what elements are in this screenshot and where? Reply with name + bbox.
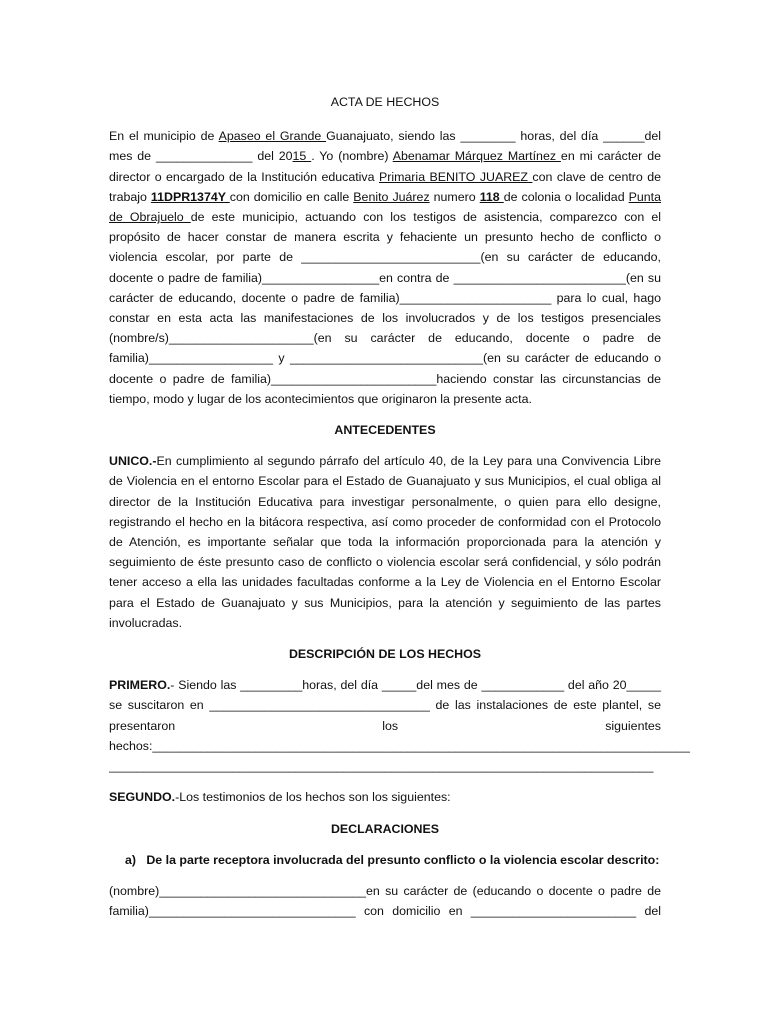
segundo-text: -Los testimonios de los hechos son los siguientes: <box>175 790 451 805</box>
unico-paragraph <box>109 451 661 633</box>
antecedentes-heading: ANTECEDENTES <box>334 423 436 438</box>
numero-value: 118 <box>479 189 504 204</box>
intro-paragraph <box>109 126 661 409</box>
list-item-a-text: De la parte receptora involucrada del presunto conflicto o la violencia escolar descrito: <box>146 852 660 867</box>
intro-text-5: con clave de centro de trabajo <box>109 169 661 204</box>
year-digits-value: 15 <box>292 149 312 164</box>
document-body <box>109 92 690 932</box>
list-item-a-marker: a) <box>125 852 137 867</box>
primero-paragraph <box>109 675 690 756</box>
nombre-value: Abenamar Márquez Martínez <box>392 149 561 164</box>
localidad-value: Punta de Obrajuelo <box>109 189 661 225</box>
intro-text-7: numero <box>429 189 480 204</box>
intro-text-8: de colonia o localidad <box>503 189 629 204</box>
list-item-a <box>109 850 661 870</box>
final-paragraph: (nombre)______________________________en su carácter de (educando o docente o padre de familia)______________________________ con domicilio en ________________________ del <box>109 883 661 919</box>
segundo-label: SEGUNDO. <box>109 790 176 805</box>
intro-text-9: de este municipio, actuando con los testigos de asistencia, comparezco con el propósito de hacer constar de manera escrita y fehaciente un presunto hecho de conflicto o violencia escolar, por parte de __________________________(en su carácter de educando, docente o padre de familia)_________________en contra de _________________________(en su carácter de educando, docente o padre de familia)______________________ para lo cual, hago constar en esta acta las manifestaciones de los involucrados y de los testigos presenciales (nombre/s)_____________________(en su carácter de educando, docente o padre de familia)__________________ y ____________________________(en su carácter de educando o docente o padre de familia)________________________haciendo constar las circunstancias de tiempo, modo y lugar de los acontecimientos que originaron la presente acta. <box>109 210 661 406</box>
declaraciones-heading: DECLARACIONES <box>330 821 440 836</box>
institucion-value: Primaria BENITO JUAREZ <box>378 169 533 184</box>
primero-label: PRIMERO. <box>109 678 171 693</box>
intro-text-6: con domicilio en calle <box>229 189 354 204</box>
municipio-value: Apaseo el Grande <box>218 129 327 144</box>
intro-text-2: Guanajuato, siendo las ________ horas, del día ______del mes de ______________ del 20 <box>109 129 661 164</box>
primero-blank-line: _______________________________________________________________________________ <box>109 759 654 774</box>
unico-text: En cumplimiento al segundo párrafo del artículo 40, de la Ley para una Convivencia Libre de Violencia en el entorno Escolar para el Estado de Guanajuato y sus Municipios, el cual obliga al director de la Institución Educativa para investigar personalmente, o quien para ello designe, registrando el hecho en la bitácora respectiva, así como proceder de conformidad con el Protocolo de Atención, es importante señalar que toda la información proporcionada para la atención y seguimiento de éste presunto caso de conflicto o violencia escolar será confidencial, y sólo podrán tener acceso a ella las unidades facultadas conforme a la Ley de Violencia en el Entorno Escolar para el Estado de Guanajuato y sus Municipios, para la atención y seguimiento de las partes involucradas. <box>109 454 661 630</box>
descripcion-heading: DESCRIPCIÓN DE LOS HECHOS <box>288 647 482 662</box>
intro-text-3: . Yo (nombre) <box>311 149 393 164</box>
unico-label: UNICO.- <box>109 454 157 469</box>
segundo-paragraph <box>109 787 661 807</box>
intro-text-4: en mi carácter de director o encargado de la Institución educativa <box>109 149 661 184</box>
clave-value: 11DPR1374Y <box>150 189 230 204</box>
primero-text: - Siendo las _________horas, del día _____del mes de ____________ del año 20_____ se suscitaron en ________________________________ de las instalaciones de este plantel, se presentaron los siguientes hechos:______________________________________________________________________________ <box>109 678 690 753</box>
document-title: ACTA DE HECHOS <box>330 95 440 109</box>
intro-text-1: En el municipio de <box>109 129 219 144</box>
calle-value: Benito Juárez <box>353 189 430 204</box>
